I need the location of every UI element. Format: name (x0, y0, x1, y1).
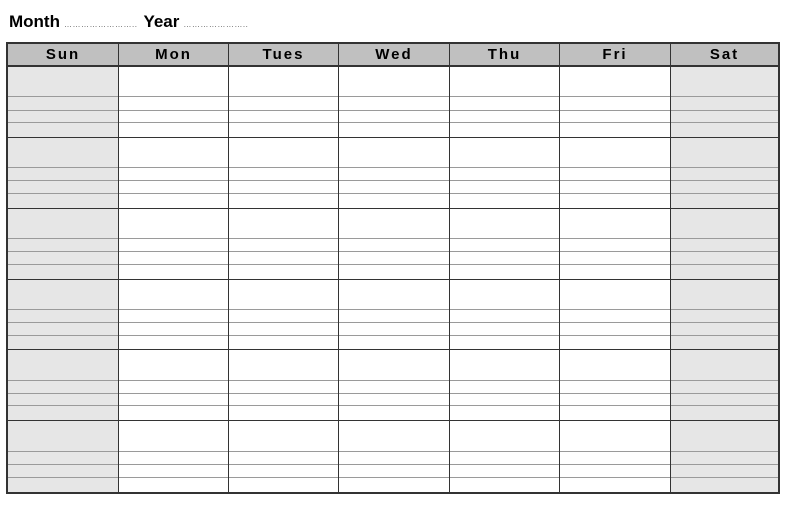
writing-line (8, 393, 118, 394)
weekday-header-wed: Wed (339, 44, 450, 65)
week-row (8, 421, 778, 492)
day-cell-sun[interactable] (8, 138, 119, 208)
writing-line (339, 264, 449, 265)
writing-line (450, 180, 559, 181)
writing-line (450, 380, 559, 381)
writing-line (671, 477, 778, 478)
writing-line (671, 167, 778, 168)
writing-line (671, 335, 778, 336)
day-cell-tues[interactable] (229, 67, 339, 137)
day-cell-sun[interactable] (8, 67, 119, 137)
week-row (8, 67, 778, 138)
writing-line (119, 335, 228, 336)
day-cell-sun[interactable] (8, 350, 119, 420)
day-cell-sat[interactable] (671, 350, 778, 420)
writing-line (339, 167, 449, 168)
writing-line (560, 335, 670, 336)
weekday-header-thu: Thu (450, 44, 560, 65)
weekday-header-sat: Sat (709, 46, 740, 63)
day-cell-wed[interactable] (339, 138, 450, 208)
writing-line (560, 167, 670, 168)
writing-line (8, 335, 118, 336)
writing-line (560, 309, 670, 310)
day-cell-mon[interactable] (119, 138, 229, 208)
writing-line (119, 264, 228, 265)
day-cell-thu[interactable] (450, 67, 560, 137)
writing-line (560, 393, 670, 394)
writing-line (450, 96, 559, 97)
writing-line (229, 238, 338, 239)
writing-line (119, 393, 228, 394)
writing-line (8, 405, 118, 406)
writing-line (229, 393, 338, 394)
day-cell-sat[interactable] (671, 209, 778, 279)
writing-line (450, 309, 559, 310)
writing-line (119, 251, 228, 252)
writing-line (8, 238, 118, 239)
writing-line (560, 464, 670, 465)
writing-line (671, 238, 778, 239)
calendar-grid (6, 42, 780, 494)
writing-line (339, 238, 449, 239)
day-cell-wed[interactable] (339, 280, 450, 350)
writing-line (671, 110, 778, 111)
writing-line (339, 451, 449, 452)
writing-line (119, 193, 228, 194)
day-cell-sat[interactable] (671, 421, 778, 492)
day-cell-thu[interactable] (450, 421, 560, 492)
writing-line (450, 110, 559, 111)
writing-line (339, 96, 449, 97)
writing-line (339, 180, 449, 181)
weekday-header-tues: Tues (229, 44, 339, 65)
writing-line (8, 322, 118, 323)
writing-line (8, 167, 118, 168)
writing-line (119, 180, 228, 181)
writing-line (339, 110, 449, 111)
month-year-header (9, 8, 254, 32)
writing-line (671, 180, 778, 181)
writing-line (119, 238, 228, 239)
writing-line (229, 335, 338, 336)
writing-line (671, 96, 778, 97)
writing-line (560, 451, 670, 452)
writing-line (229, 180, 338, 181)
writing-line (8, 477, 118, 478)
writing-line (8, 264, 118, 265)
weeks-container (8, 67, 778, 492)
week-row (8, 138, 778, 209)
writing-line (560, 405, 670, 406)
day-cell-sun[interactable] (8, 280, 119, 350)
writing-line (560, 477, 670, 478)
writing-line (671, 405, 778, 406)
writing-line (119, 405, 228, 406)
day-cell-thu[interactable] (450, 138, 560, 208)
day-cell-wed[interactable] (339, 67, 450, 137)
writing-line (119, 380, 228, 381)
writing-line (119, 464, 228, 465)
writing-line (450, 322, 559, 323)
writing-line (8, 251, 118, 252)
writing-line (339, 335, 449, 336)
day-cell-mon[interactable] (119, 280, 229, 350)
writing-line (339, 251, 449, 252)
writing-line (450, 167, 559, 168)
writing-line (229, 96, 338, 97)
writing-line (560, 380, 670, 381)
writing-line (450, 405, 559, 406)
writing-line (450, 464, 559, 465)
writing-line (8, 451, 118, 452)
writing-line (8, 122, 118, 123)
day-cell-wed[interactable] (339, 421, 450, 492)
day-cell-thu[interactable] (450, 350, 560, 420)
writing-line (671, 393, 778, 394)
writing-line (560, 96, 670, 97)
day-cell-tues[interactable] (229, 280, 339, 350)
writing-line (8, 309, 118, 310)
writing-line (560, 251, 670, 252)
week-row (8, 350, 778, 421)
writing-line (229, 322, 338, 323)
writing-line (450, 193, 559, 194)
writing-line (560, 110, 670, 111)
day-cell-sun[interactable] (8, 209, 119, 279)
day-cell-mon[interactable] (119, 67, 229, 137)
writing-line (229, 264, 338, 265)
day-cell-thu[interactable] (450, 280, 560, 350)
writing-line (450, 393, 559, 394)
writing-line (560, 322, 670, 323)
month-blank-field[interactable]: …………………….. (63, 20, 138, 29)
writing-line (560, 238, 670, 239)
week-row (8, 280, 778, 351)
writing-line (229, 110, 338, 111)
writing-line (671, 122, 778, 123)
month-label: Month (9, 12, 60, 31)
writing-line (671, 309, 778, 310)
day-cell-tues[interactable] (229, 209, 339, 279)
writing-line (119, 96, 228, 97)
day-cell-sat[interactable] (671, 280, 778, 350)
writing-line (8, 464, 118, 465)
day-cell-mon[interactable] (119, 421, 229, 492)
writing-line (8, 380, 118, 381)
writing-line (450, 238, 559, 239)
weekday-header-row (8, 44, 778, 67)
day-cell-sat[interactable] (671, 138, 778, 208)
writing-line (119, 322, 228, 323)
day-cell-fri[interactable] (560, 421, 671, 492)
day-cell-sat[interactable] (671, 67, 778, 137)
day-cell-sun[interactable] (8, 421, 119, 492)
writing-line (671, 264, 778, 265)
writing-line (560, 264, 670, 265)
writing-line (450, 451, 559, 452)
writing-line (450, 264, 559, 265)
year-label: Year (143, 12, 180, 31)
day-cell-tues[interactable] (229, 350, 339, 420)
writing-line (8, 96, 118, 97)
writing-line (339, 122, 449, 123)
writing-line (450, 477, 559, 478)
writing-line (229, 167, 338, 168)
writing-line (560, 180, 670, 181)
week-row (8, 209, 778, 280)
writing-line (119, 451, 228, 452)
day-cell-fri[interactable] (560, 350, 671, 420)
writing-line (229, 477, 338, 478)
writing-line (119, 110, 228, 111)
day-cell-thu[interactable] (450, 209, 560, 279)
writing-line (339, 405, 449, 406)
writing-line (119, 122, 228, 123)
day-cell-fri[interactable] (560, 280, 671, 350)
day-cell-mon[interactable] (119, 209, 229, 279)
day-cell-fri[interactable] (560, 209, 671, 279)
day-cell-fri[interactable] (560, 138, 671, 208)
writing-line (339, 477, 449, 478)
writing-line (671, 380, 778, 381)
year-blank-field[interactable]: ………………….. (183, 20, 249, 29)
writing-line (671, 251, 778, 252)
day-cell-tues[interactable] (229, 138, 339, 208)
writing-line (450, 251, 559, 252)
writing-line (8, 180, 118, 181)
writing-line (560, 193, 670, 194)
writing-line (8, 110, 118, 111)
writing-line (339, 309, 449, 310)
writing-line (339, 322, 449, 323)
writing-line (339, 193, 449, 194)
writing-line (229, 405, 338, 406)
day-cell-fri[interactable] (560, 67, 671, 137)
writing-line (339, 380, 449, 381)
writing-line (229, 251, 338, 252)
writing-line (229, 193, 338, 194)
writing-line (450, 122, 559, 123)
weekday-header-mon: Mon (119, 44, 229, 65)
writing-line (671, 322, 778, 323)
writing-line (229, 122, 338, 123)
day-cell-wed[interactable] (339, 350, 450, 420)
writing-line (229, 464, 338, 465)
writing-line (450, 335, 559, 336)
writing-line (229, 451, 338, 452)
writing-line (8, 193, 118, 194)
writing-line (119, 167, 228, 168)
writing-line (229, 309, 338, 310)
day-cell-wed[interactable] (339, 209, 450, 279)
writing-line (671, 193, 778, 194)
writing-line (119, 477, 228, 478)
writing-line (339, 464, 449, 465)
day-cell-tues[interactable] (229, 421, 339, 492)
weekday-header-sun: Sun (8, 44, 119, 65)
writing-line (339, 393, 449, 394)
weekday-header-fri: Fri (560, 44, 671, 65)
writing-line (671, 464, 778, 465)
writing-line (671, 451, 778, 452)
writing-line (119, 309, 228, 310)
day-cell-mon[interactable] (119, 350, 229, 420)
writing-line (560, 122, 670, 123)
writing-line (229, 380, 338, 381)
